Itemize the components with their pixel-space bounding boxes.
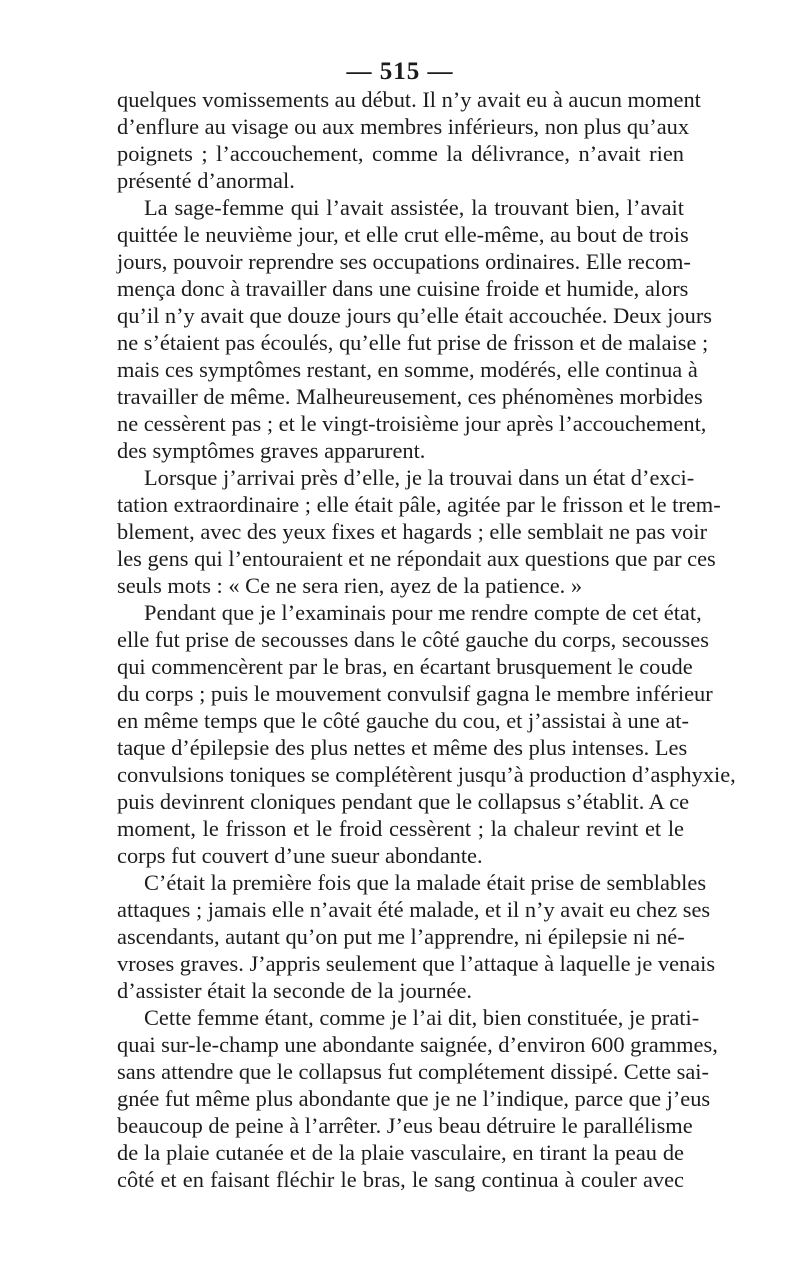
text-line: poignets ; l’accouchement, comme la délivrance, n’avait rien [117,141,684,166]
text-line: les gens qui l’entouraient et ne répondait aux questions que par ces [117,546,716,571]
text-line: mais ces symptômes restant, en somme, modérés, elle continua à [117,357,698,382]
text-line: qui commencèrent par le bras, en écartant brusquement le coude [117,654,693,679]
text-line: des symptômes graves apparurent. [117,438,426,463]
text-line: convulsions toniques se complétèrent jusqu’à production d’asphyxie, [117,762,736,787]
text-line: du corps ; puis le mouvement convulsif gagna le membre inférieur [117,681,713,706]
text-line: attaques ; jamais elle n’avait été malade, et il n’y avait eu chez ses [117,897,711,922]
text-line: sans attendre que le collapsus fut complétement dissipé. Cette sai- [117,1059,709,1084]
text-line: La sage-femme qui l’avait assistée, la trouvant bien, l’avait [144,195,684,220]
text-line: tation extraordinaire ; elle était pâle, agitée par le frisson et le trem- [117,492,721,517]
paragraph [117,86,701,194]
text-line: quittée le neuvième jour, et elle crut elle-même, au bout de trois [117,222,689,247]
paragraph [117,869,716,1004]
text-line: beaucoup de peine à l’arrêter. J’eus beau détruire le parallélisme [117,1113,693,1138]
text-line: puis devinrent cloniques pendant que le collapsus s’établit. A ce [117,789,690,814]
text-line: en même temps que le côté gauche du cou, et j’assistai à une at- [117,708,689,733]
text-line: Lorsque j’arrivai près d’elle, je la trouvai dans un état d’exci- [144,465,695,490]
paragraph [117,1004,718,1193]
text-line: jours, pouvoir reprendre ses occupations ordinaires. Elle recom- [117,249,691,274]
text-line: vroses graves. J’appris seulement que l’attaque à laquelle je venais [117,951,716,976]
paragraph [117,464,721,599]
text-line: d’enflure au visage ou aux membres inférieurs, non plus qu’aux [117,114,690,139]
paragraph [117,194,712,464]
text-line: quelques vomissements au début. Il n’y avait eu à aucun moment [117,87,701,112]
text-line: elle fut prise de secousses dans le côté gauche du corps, secousses [117,627,709,652]
text-line: moment, le frisson et le froid cessèrent ; la chaleur revint et le [117,816,684,841]
text-line: ne s’étaient pas écoulés, qu’elle fut prise de frisson et de malaise ; [117,330,709,355]
page-number: — 515 — [346,58,454,85]
text-line: quai sur-le-champ une abondante saignée, d’environ 600 grammes, [117,1032,718,1057]
text-line: Pendant que je l’examinais pour me rendre compte de cet état, [144,600,702,625]
text-line: d’assister était la seconde de la journée. [117,978,472,1003]
text-line: taque d’épilepsie des plus nettes et même des plus intenses. Les [117,735,688,760]
text-line: travailler de même. Malheureusement, ces phénomènes morbides [117,384,703,409]
text-line: côté et en faisant fléchir le bras, le sang continua à couler avec [117,1167,684,1192]
text-line: ne cessèrent pas ; et le vingt-troisième jour après l’accouchement, [117,411,707,436]
text-line: seuls mots : « Ce ne sera rien, ayez de la patience. » [117,573,583,598]
text-line: ascendants, autant qu’on put me l’apprendre, ni épilepsie ni né- [117,924,685,949]
text-line: gnée fut même plus abondante que je ne l’indique, parce que j’eus [117,1086,711,1111]
body-text [117,86,736,1193]
text-line: qu’il n’y avait que douze jours qu’elle était accouchée. Deux jours [117,303,712,328]
text-line: corps fut couvert d’une sueur abondante. [117,843,483,868]
text-line: présenté d’anormal. [117,168,295,193]
text-line: mença donc à travailler dans une cuisine froide et humide, alors [117,276,689,301]
text-line: de la plaie cutanée et de la plaie vasculaire, en tirant la peau de [117,1140,684,1165]
paragraph [117,599,736,869]
text-line: Cette femme étant, comme je l’ai dit, bien constituée, je prati- [144,1005,700,1030]
text-line: blement, avec des yeux fixes et hagards ; elle semblait ne pas voir [117,519,708,544]
text-line: C’était la première fois que la malade était prise de semblables [144,870,707,895]
